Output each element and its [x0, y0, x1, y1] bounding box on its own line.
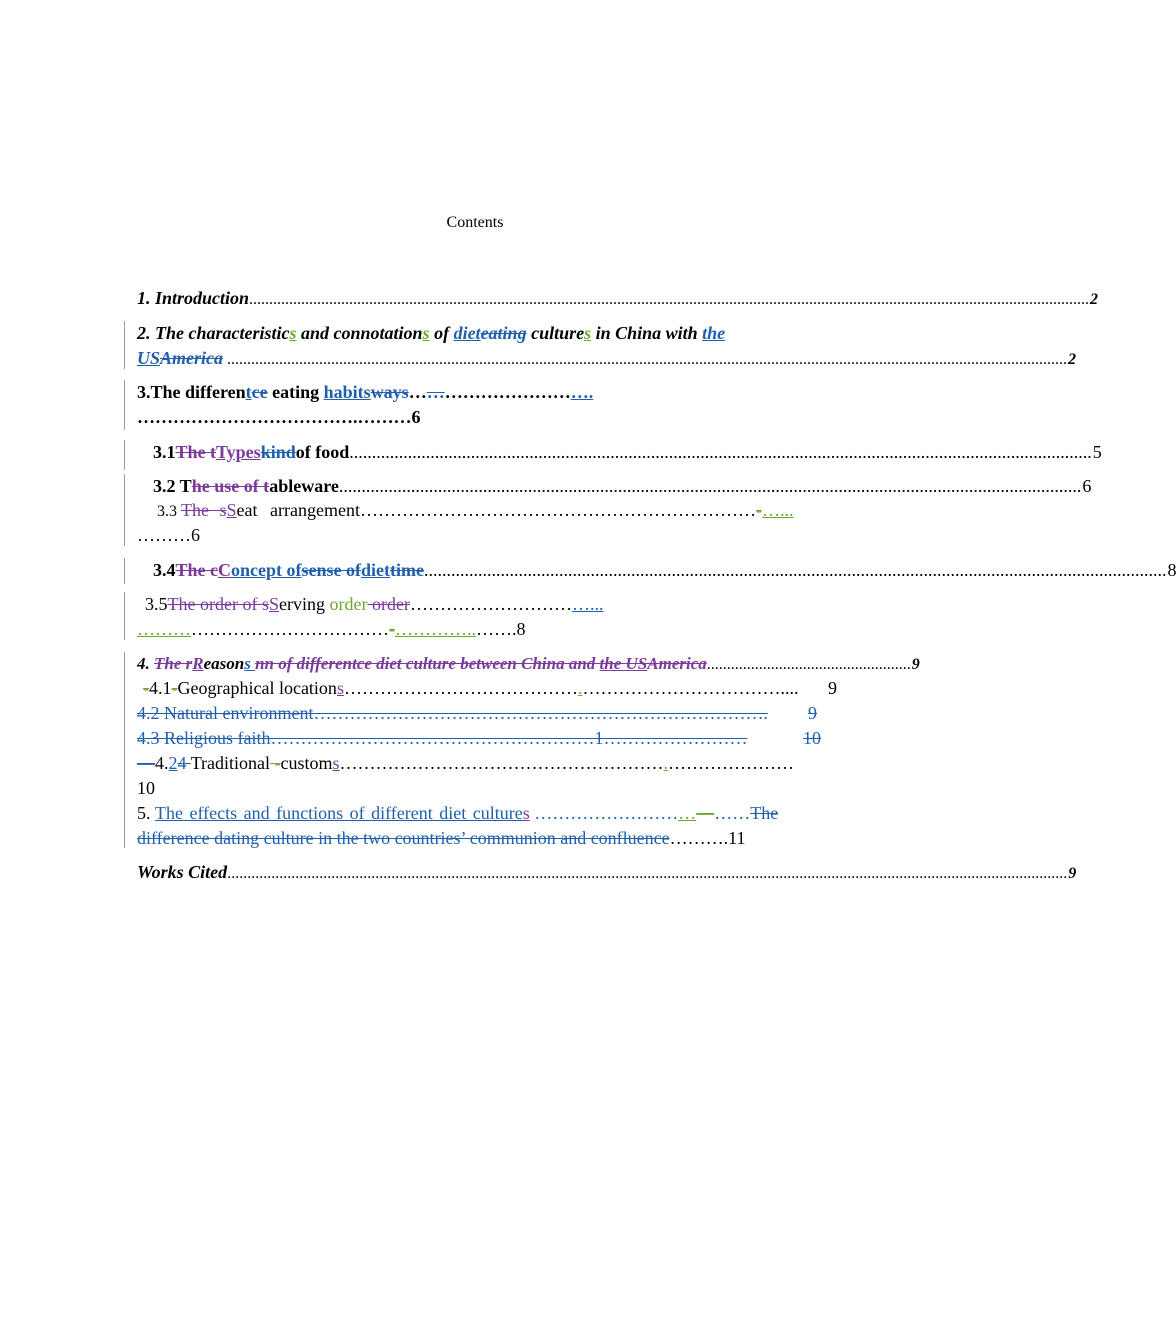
inserted-text: s	[584, 323, 592, 343]
deleted-text: …	[426, 382, 445, 402]
toc-entry-text: culture	[526, 323, 585, 343]
deleted-text: 4.3 Religious faith	[137, 728, 271, 748]
toc-entry-3-2[interactable]	[137, 474, 1092, 498]
deleted-text: kind	[260, 442, 296, 462]
toc-entry-number: 3.2 T	[153, 476, 192, 496]
deleted-text: ways	[370, 382, 409, 402]
toc-leader-dots: ………………………………………………1……………………	[270, 728, 748, 748]
deleted-text: US	[625, 654, 648, 673]
deleted-text: eating	[480, 323, 527, 343]
toc-entry-text: eating	[267, 382, 324, 402]
toc-entry-3-1[interactable]	[137, 440, 1102, 464]
deleted-text: -	[143, 678, 149, 698]
toc-entry-number: 3.5	[145, 594, 168, 614]
deleted-text: The c	[175, 560, 218, 580]
toc-entry-number: 3.3	[157, 503, 181, 520]
toc-page-number: 8	[1167, 560, 1176, 580]
change-bar	[124, 474, 125, 546]
toc-leader-dots: ……	[714, 803, 751, 823]
inserted-text: s	[289, 323, 297, 343]
deleted-text: The	[750, 803, 779, 823]
toc-entry-text: Geographical location	[177, 678, 337, 698]
inserted-text: …	[678, 803, 697, 823]
toc-leader-dots: ..................................................................................................................................................................................................................	[223, 351, 1068, 368]
inserted-text: the	[702, 323, 726, 343]
toc-entry-4-2[interactable]	[137, 701, 817, 725]
change-bar	[124, 380, 125, 430]
toc-entry-number: 3.1	[153, 442, 176, 462]
deleted-text: ce diet culture between China and	[356, 654, 600, 673]
toc-leader-dots: ………………………………………………………………….	[313, 703, 768, 723]
toc-leader-dots: ……………………………	[191, 619, 389, 639]
toc-leader-dots: ...................................................	[706, 656, 911, 673]
toc-entry-text: in China with	[591, 323, 703, 343]
toc-entry-3-4[interactable]	[137, 558, 1176, 582]
toc-leader-dots: ……….11	[669, 828, 746, 848]
deleted-text: t	[352, 654, 357, 673]
toc-leader-dots: …………………………………………………………	[359, 500, 756, 520]
inserted-text: s	[522, 803, 530, 823]
deleted-text: America	[160, 348, 224, 368]
toc-entry-3-5[interactable]	[137, 592, 837, 616]
toc-entry-number: 4.	[155, 753, 169, 773]
deleted-text: -	[171, 678, 178, 698]
toc-entry-number: 4.	[137, 654, 154, 673]
toc-leader-dots: ………………………	[409, 594, 572, 614]
deleted-text: The t	[175, 442, 216, 462]
deleted-text: order	[367, 594, 410, 614]
inserted-text: R	[192, 654, 204, 673]
inserted-text: …...	[571, 594, 604, 614]
toc-page-number: 10	[137, 778, 155, 798]
toc-entry-text: …	[408, 382, 427, 402]
toc-entry-text: eason	[203, 654, 245, 673]
toc-page-number: 9	[1068, 865, 1077, 882]
toc-entry-number: 3.4	[153, 560, 176, 580]
inserted-text: diet	[361, 560, 390, 580]
deleted-text: America	[647, 654, 707, 673]
toc-leader-dots: …………………………………	[343, 678, 578, 698]
toc-entry-text: erving	[278, 594, 325, 614]
inserted-text: …...	[761, 500, 794, 520]
deleted-text: —	[696, 803, 715, 823]
toc-entry-number: 4.1	[149, 678, 172, 698]
inserted-text: 2	[168, 753, 178, 773]
toc-entry-chapter-3[interactable]	[137, 380, 837, 404]
toc-entry-text: and connotation	[296, 323, 423, 343]
toc-entry-text: 3.The differen	[137, 382, 246, 402]
inserted-text: s	[336, 678, 344, 698]
toc-entry-chapter-3-line2[interactable]	[137, 405, 837, 429]
deleted-text: -	[389, 619, 395, 639]
inserted-text: .	[663, 753, 669, 773]
page-title: Contents	[446, 214, 504, 231]
toc-entry-label: 1. Introduction	[137, 288, 250, 308]
deleted-text: The s	[181, 500, 227, 520]
toc-page-number: 5	[1092, 442, 1102, 462]
toc-leader-dots: ..................................................................................................................................................................................................................	[227, 865, 1068, 882]
change-bar	[124, 321, 125, 369]
toc-entry-label: Works Cited	[137, 862, 228, 882]
deleted-text: -	[270, 753, 281, 773]
toc-entry-number: 5.	[137, 803, 155, 823]
toc-leader-dots: .....................................................................................................................................................................	[338, 476, 1082, 496]
deleted-text: nn of differen	[255, 654, 353, 673]
deleted-text: sense of	[301, 560, 361, 580]
change-bar	[124, 558, 125, 584]
toc-entry-introduction[interactable]	[137, 286, 1099, 312]
toc-page-number: 10	[803, 728, 821, 748]
toc-leader-dots: ..................................................................................................................................................................................................................	[249, 291, 1090, 308]
toc-entry-chapter-5-line2[interactable]	[137, 826, 837, 850]
toc-leader-dots: .....................................................................................................................................................................	[423, 560, 1167, 580]
toc-entry-text: eat arrangement	[236, 500, 360, 520]
inserted-text: S	[226, 500, 237, 520]
toc-entry-text: custom	[280, 753, 333, 773]
deleted-text: —	[137, 753, 155, 773]
toc-leader-dots: ……………………	[529, 803, 679, 823]
inserted-text: …………..	[395, 619, 476, 639]
toc-entry-text: 2. The characteristic	[137, 323, 290, 343]
inserted-text: s	[244, 654, 256, 673]
inserted-text: Types	[216, 442, 261, 462]
inserted-text: The effects and functions of different diet culture	[155, 803, 523, 823]
inserted-text: order	[324, 594, 368, 614]
toc-entry-works-cited[interactable]	[137, 860, 1077, 886]
change-bar	[124, 440, 125, 470]
toc-entry-text: of food	[295, 442, 350, 462]
toc-page-number: 9	[828, 678, 837, 698]
toc-entry-text: ableware	[269, 476, 339, 496]
toc-entry-4-2-traditional[interactable]	[137, 751, 837, 775]
deleted-text: difference dating culture in the two countries’ communion and confluence	[137, 828, 670, 848]
inserted-text: US	[137, 348, 161, 368]
inserted-text: C	[218, 560, 231, 580]
inserted-text: s	[422, 323, 430, 343]
toc-entry-chapter-4[interactable]	[137, 652, 920, 677]
inserted-text: .	[577, 678, 583, 698]
toc-entry-text: Traditional	[190, 753, 271, 773]
deleted-text: -	[755, 500, 762, 520]
toc-entry-3-3[interactable]	[137, 498, 837, 524]
deleted-text: The r	[154, 654, 193, 673]
toc-entry-chapter-5[interactable]	[137, 801, 837, 825]
deleted-text: 4	[177, 753, 191, 773]
inserted-text: diet	[453, 323, 481, 343]
inserted-text: t	[245, 382, 252, 402]
toc-leader-dots: …….8	[476, 619, 526, 639]
toc-leader-dots: ………6	[137, 525, 200, 545]
deleted-text: The order of s	[167, 594, 269, 614]
change-bar	[124, 652, 125, 848]
deleted-text: he use of t	[191, 476, 270, 496]
deleted-text: ce	[251, 382, 268, 402]
toc-leader-dots: .....................................................................................................................................................................	[349, 442, 1092, 462]
inserted-text: ………	[137, 619, 191, 639]
toc-leader-dots: ……………………………….………6	[137, 407, 421, 427]
deleted-text: the	[599, 654, 626, 673]
toc-entry-chapter-2-line2[interactable]	[137, 346, 1077, 372]
toc-entry-chapter-2[interactable]	[137, 321, 837, 345]
toc-page-number: 2	[1090, 291, 1099, 308]
inserted-text: oncept of	[231, 560, 302, 580]
toc-leader-dots: …………………	[444, 382, 571, 402]
toc-entry-3-5-line2[interactable]	[137, 617, 837, 641]
deleted-text: time	[390, 560, 424, 580]
toc-entry-3-3-line2[interactable]	[137, 523, 837, 547]
inserted-text: habits	[323, 382, 371, 402]
toc-leader-dots: ……………………………....	[582, 678, 799, 698]
toc-entry-text: of	[429, 323, 454, 343]
inserted-text: s	[332, 753, 340, 773]
toc-page-number: 9	[911, 656, 920, 673]
toc-leader-dots: …………………	[668, 753, 795, 773]
toc-page-number: 9	[808, 703, 817, 723]
toc-leader-dots: ………………………………………………	[339, 753, 664, 773]
toc-entry-4-2-traditional-line2[interactable]	[137, 776, 837, 800]
toc-entry-4-1[interactable]	[137, 676, 837, 700]
inserted-text: S	[268, 594, 279, 614]
toc-entry-4-3[interactable]	[137, 726, 821, 750]
change-bar	[124, 592, 125, 640]
deleted-text: 4.2 Natural environment	[137, 703, 314, 723]
inserted-text: ….	[570, 382, 594, 402]
toc-page-number: 6	[1082, 476, 1092, 496]
toc-page-number: 2	[1068, 351, 1077, 368]
